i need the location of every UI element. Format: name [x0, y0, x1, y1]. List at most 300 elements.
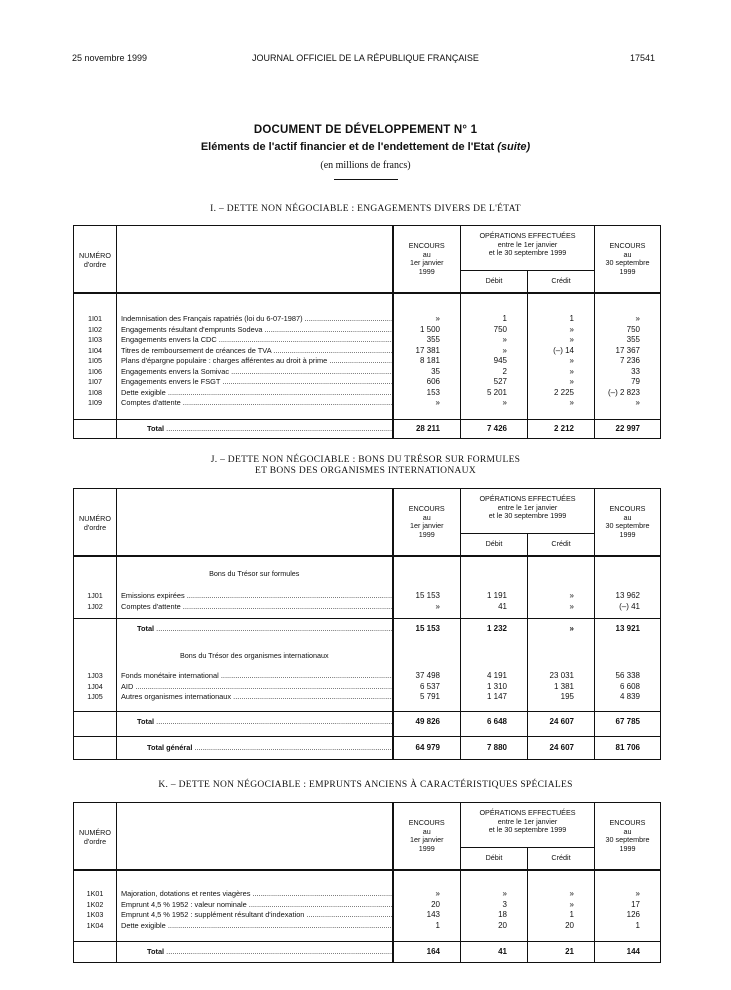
spacer-cell — [528, 581, 595, 591]
row-encours-start: 8 181 — [393, 356, 461, 367]
row-label — [117, 736, 393, 759]
row-label-text: Total ..... — [147, 947, 393, 956]
row-credit: » — [528, 356, 595, 367]
row-label — [117, 346, 393, 357]
row-number: 1I02 — [74, 325, 117, 336]
table-row — [74, 900, 661, 911]
row-number — [74, 942, 117, 963]
row-credit: 2 212 — [528, 419, 595, 438]
row-label-text: Emprunt 4,5 % 1952 : supplément résultant d'indexation ..... — [121, 910, 393, 919]
row-encours-start: 5 791 — [393, 692, 461, 703]
spacer-row — [74, 870, 661, 889]
row-label — [117, 591, 393, 602]
spacer-cell — [595, 556, 661, 567]
row-credit: » — [528, 325, 595, 336]
row-number: 1K01 — [74, 889, 117, 900]
total-row — [74, 419, 661, 438]
header-ops-3: et le 30 septembre 1999 — [488, 511, 567, 520]
section-i-table — [73, 225, 661, 439]
header-row — [74, 803, 661, 848]
row-credit: (–) 14 — [528, 346, 595, 357]
spacer-cell — [528, 663, 595, 671]
row-encours-start: 20 — [393, 900, 461, 911]
row-label-text: Plans d'épargne populaire : charges afférentes au droit à prime ..... — [121, 356, 393, 365]
row-credit: 23 031 — [528, 671, 595, 682]
row-debit: 1 310 — [461, 682, 528, 693]
spacer-cell — [393, 931, 461, 942]
header-credit: Crédit — [528, 534, 595, 557]
row-label-text: Emprunt 4,5 % 1952 : valeur nominale ..... — [121, 900, 393, 909]
header-journal-title: JOURNAL OFFICIEL DE LA RÉPUBLIQUE FRANÇAISE — [252, 53, 479, 63]
row-number: 1I01 — [74, 314, 117, 325]
spacer-cell — [595, 639, 661, 649]
row-number: 1K02 — [74, 900, 117, 911]
table-row — [74, 889, 661, 900]
header-ops-1: OPÉRATIONS EFFECTUÉES — [479, 808, 576, 817]
header-date: 25 novembre 1999 — [72, 53, 148, 63]
spacer-cell — [393, 556, 461, 567]
row-credit: » — [528, 591, 595, 602]
section-j-table — [73, 488, 661, 760]
spacer-cell — [393, 639, 461, 649]
row-credit: » — [528, 889, 595, 900]
row-encours-end: 126 — [626, 910, 640, 919]
row-encours-start: » — [393, 398, 461, 409]
table-row — [74, 398, 661, 409]
row-label-text: Engagements envers la Somivac ..... — [121, 367, 393, 376]
spacer-cell — [595, 293, 661, 314]
header-encours-end — [595, 226, 661, 294]
header-encours-start — [393, 489, 461, 557]
row-encours-end: 67 785 — [595, 711, 661, 732]
row-label-text: Total ..... — [137, 717, 393, 726]
header-ordre: d'ordre — [83, 836, 107, 846]
row-label-text: Engagements résultant d'emprunts Sodeva ..... — [121, 325, 393, 334]
row-label — [117, 377, 393, 388]
row-encours-end: 355 — [626, 335, 640, 344]
spacer-cell — [595, 931, 661, 942]
document-subtitle: Eléments de l'actif financier et de l'endettement de l'Etat (suite) — [200, 141, 531, 153]
header-operations — [461, 803, 595, 848]
row-debit: 6 648 — [461, 711, 528, 732]
table-row — [74, 671, 661, 682]
row-label-text: Comptes d'attente ..... — [121, 602, 393, 611]
row-encours-end: 79 — [631, 377, 640, 386]
table-row — [74, 335, 661, 346]
header-encours-end: ENCOURS — [609, 504, 646, 513]
spacer-cell — [74, 931, 117, 942]
header-encours-end-3: 30 septembre — [605, 258, 650, 267]
section-k-table — [73, 802, 661, 963]
spacer-cell — [117, 663, 393, 671]
total-row — [74, 942, 661, 963]
spacer-cell — [393, 663, 461, 671]
header-numero: NUMÉRO — [79, 251, 111, 260]
row-credit: 1 381 — [528, 682, 595, 693]
section-k-title: K. – DETTE NON NÉGOCIABLE : EMPRUNTS ANCIENS À CARACTÉRISTIQUES SPÉCIALES — [158, 780, 573, 790]
row-label-text: Fonds monétaire international ..... — [121, 671, 393, 680]
row-credit: 20 — [528, 921, 595, 932]
spacer-cell — [117, 703, 393, 712]
row-number: 1I06 — [74, 367, 117, 378]
spacer-cell — [595, 581, 661, 591]
spacer-cell — [74, 409, 117, 420]
header-encours-end-4: 1999 — [619, 529, 636, 539]
header-encours-start-2: au — [422, 249, 431, 259]
spacer-row — [74, 931, 661, 942]
row-debit: 41 — [461, 602, 528, 613]
header-encours-start — [393, 803, 461, 871]
row-debit: 3 — [461, 900, 528, 911]
spacer-cell — [117, 639, 393, 649]
row-number: 1K03 — [74, 910, 117, 921]
row-credit: 21 — [528, 942, 595, 963]
spacer-cell — [528, 649, 595, 663]
row-label — [117, 711, 393, 732]
row-number: 1I08 — [74, 388, 117, 399]
spacer-cell — [393, 409, 461, 420]
row-encours-start: 64 979 — [393, 736, 461, 759]
header-debit: Débit — [461, 534, 528, 557]
row-label — [117, 942, 393, 963]
row-encours-start: 49 826 — [393, 711, 461, 732]
table-row — [74, 367, 661, 378]
row-encours-end: 4 839 — [619, 692, 640, 701]
header-ops-2: entre le 1er janvier — [497, 239, 558, 249]
row-encours-end: 22 997 — [595, 419, 661, 438]
row-label-text: Comptes d'attente ..... — [121, 398, 393, 407]
row-label-text: Dette exigible ..... — [121, 921, 393, 930]
row-encours-end: 56 338 — [615, 671, 640, 680]
spacer-cell — [461, 567, 528, 581]
spacer-cell — [528, 870, 595, 889]
row-number — [74, 419, 117, 438]
row-label-text: AID ..... — [121, 682, 393, 691]
spacer-cell — [393, 567, 461, 581]
header-row — [74, 489, 661, 534]
spacer-cell — [393, 703, 461, 712]
table-row — [74, 346, 661, 357]
row-encours-end: 13 921 — [595, 619, 661, 640]
header-ops-1: OPÉRATIONS EFFECTUÉES — [479, 494, 576, 503]
row-encours-start: » — [393, 889, 461, 900]
spacer-cell — [117, 409, 393, 420]
spacer-cell — [461, 663, 528, 671]
row-debit: » — [461, 335, 528, 346]
header-page-number: 17541 — [630, 53, 656, 63]
table-row — [74, 377, 661, 388]
spacer-cell — [528, 556, 595, 567]
row-encours-start: » — [393, 602, 461, 613]
spacer-cell — [74, 567, 117, 581]
row-encours-end: (–) 2 823 — [607, 387, 640, 397]
row-label — [117, 335, 393, 346]
header-encours-start-4: 1999 — [418, 843, 435, 853]
row-encours-end: 33 — [631, 366, 640, 376]
spacer-cell — [393, 649, 461, 663]
spacer-row — [74, 293, 661, 314]
header-encours-start-3: 1er janvier — [409, 258, 444, 267]
header-encours-start: ENCOURS — [408, 818, 445, 827]
row-label — [117, 900, 393, 911]
spacer-cell — [461, 581, 528, 591]
spacer-cell — [461, 556, 528, 567]
spacer-cell — [74, 556, 117, 567]
row-encours-start: 37 498 — [393, 671, 461, 682]
header-debit: Débit — [461, 271, 528, 294]
header-numero-cell — [74, 489, 117, 557]
row-encours-end: (–) 41 — [619, 601, 640, 611]
title-rule — [334, 179, 398, 180]
row-label-text: Total ..... — [147, 424, 393, 433]
spacer-cell — [461, 409, 528, 420]
row-number: 1J05 — [74, 692, 117, 703]
section-i-body — [74, 226, 661, 439]
row-debit: 527 — [461, 377, 528, 388]
header-encours-end-3: 30 septembre — [605, 521, 650, 530]
row-debit: 5 201 — [461, 388, 528, 399]
row-debit: 18 — [461, 910, 528, 921]
spacer-row — [74, 663, 661, 671]
table-row — [74, 388, 661, 399]
row-number — [74, 619, 117, 640]
row-credit: 24 607 — [528, 736, 595, 759]
row-encours-start: 28 211 — [393, 419, 461, 438]
header-ops-1: OPÉRATIONS EFFECTUÉES — [479, 231, 576, 240]
header-ops-2: entre le 1er janvier — [497, 502, 558, 512]
row-encours-start: 6 537 — [393, 682, 461, 693]
header-encours-end-4: 1999 — [619, 266, 636, 276]
spacer-cell — [74, 663, 117, 671]
section-j-body — [74, 489, 661, 760]
row-label-text: Engagements envers la CDC ..... — [121, 335, 393, 344]
row-label — [117, 921, 393, 932]
header-debit: Débit — [461, 848, 528, 871]
row-encours-start: 1 500 — [393, 325, 461, 336]
spacer-cell — [595, 649, 661, 663]
header-encours-end-2: au — [623, 249, 632, 259]
section-j-title: J. – DETTE NON NÉGOCIABLE : BONS DU TRÉSOR SUR FORMULES ET BONS DES ORGANISMES INTERNATIONAUX — [210, 455, 521, 476]
table-row — [74, 356, 661, 367]
spacer-cell — [528, 567, 595, 581]
row-debit: » — [461, 346, 528, 357]
row-label — [117, 388, 393, 399]
section-i-title: I. – DETTE NON NÉGOCIABLE : ENGAGEMENTS DIVERS DE L'ÉTAT — [210, 204, 521, 214]
table-row — [74, 921, 661, 932]
header-label-cell — [117, 226, 393, 294]
spacer-cell — [461, 703, 528, 712]
row-encours-start: 15 153 — [393, 591, 461, 602]
header-numero: NUMÉRO — [79, 514, 111, 523]
spacer-cell — [393, 870, 461, 889]
table-row — [74, 602, 661, 613]
spacer-cell — [74, 293, 117, 314]
header-encours-end: ENCOURS — [609, 241, 646, 250]
row-encours-end: 17 — [631, 899, 640, 909]
header-encours-start: ENCOURS — [408, 241, 445, 250]
table-row — [74, 692, 661, 703]
group-heading-internationaux — [74, 649, 661, 663]
row-label — [117, 692, 393, 703]
row-debit: 7 426 — [461, 419, 528, 438]
row-encours-end: » — [635, 889, 640, 898]
row-label-text: Autres organismes internationaux ..... — [121, 692, 393, 701]
row-credit: 1 — [528, 314, 595, 325]
row-number: 1I03 — [74, 335, 117, 346]
row-debit: 750 — [461, 325, 528, 336]
grand-total-row — [74, 736, 661, 759]
spacer-cell — [595, 703, 661, 712]
row-credit: » — [528, 619, 595, 640]
row-credit: » — [528, 335, 595, 346]
spacer-cell — [528, 703, 595, 712]
spacer-cell — [461, 870, 528, 889]
row-label — [117, 602, 393, 613]
row-label — [117, 671, 393, 682]
document-unit: (en millions de francs) — [320, 160, 411, 171]
header-ordre: d'ordre — [83, 522, 107, 532]
spacer-cell — [595, 870, 661, 889]
row-number: 1J02 — [74, 602, 117, 613]
row-debit: 4 191 — [461, 671, 528, 682]
header-encours-start: ENCOURS — [408, 504, 445, 513]
row-debit: 945 — [461, 356, 528, 367]
spacer-cell — [74, 703, 117, 712]
row-encours-start: » — [393, 314, 461, 325]
row-number: 1I07 — [74, 377, 117, 388]
row-credit: 1 — [528, 910, 595, 921]
row-credit: 195 — [528, 692, 595, 703]
spacer-cell — [528, 293, 595, 314]
header-row — [74, 226, 661, 271]
row-encours-start: 143 — [393, 910, 461, 921]
row-label-text: Indemnisation des Français rapatriés (loi du 6-07-1987) ..... — [121, 314, 393, 323]
row-encours-end: 1 — [635, 920, 640, 930]
header-encours-end-2: au — [623, 512, 632, 522]
spacer-cell — [461, 649, 528, 663]
row-encours-end: 750 — [626, 324, 640, 334]
row-debit: 2 — [461, 367, 528, 378]
row-encours-start: 355 — [393, 335, 461, 346]
spacer-cell — [117, 870, 393, 889]
spacer-cell — [461, 293, 528, 314]
row-label — [117, 910, 393, 921]
row-label — [117, 398, 393, 409]
row-number: 1J01 — [74, 591, 117, 602]
row-number — [74, 711, 117, 732]
header-encours-end-4: 1999 — [619, 843, 636, 853]
table-row — [74, 910, 661, 921]
header-numero-cell — [74, 226, 117, 294]
group-title: Bons du Trésor des organismes internationaux — [117, 649, 393, 663]
row-encours-end: 6 608 — [619, 681, 640, 691]
row-label — [117, 682, 393, 693]
row-label — [117, 356, 393, 367]
spacer-cell — [595, 409, 661, 420]
table-row — [74, 591, 661, 602]
spacer-cell — [528, 639, 595, 649]
header-encours-end: ENCOURS — [609, 818, 646, 827]
spacer-cell — [528, 409, 595, 420]
row-encours-end: 13 962 — [615, 591, 640, 600]
row-label-text: Titres de remboursement de créances de TVA ..... — [121, 346, 393, 355]
row-label-text: Dette exigible ..... — [121, 388, 393, 397]
header-operations — [461, 226, 595, 271]
row-encours-start: 1 — [393, 921, 461, 932]
subtotal-row — [74, 619, 661, 640]
row-label — [117, 619, 393, 640]
row-debit: 1 147 — [461, 692, 528, 703]
row-debit: 41 — [461, 942, 528, 963]
table-row — [74, 682, 661, 693]
row-credit: » — [528, 398, 595, 409]
header-encours-end-2: au — [623, 826, 632, 836]
header-label-cell — [117, 489, 393, 557]
row-credit: » — [528, 377, 595, 388]
row-encours-start: 606 — [393, 377, 461, 388]
spacer-cell — [461, 639, 528, 649]
row-credit: » — [528, 602, 595, 613]
table-row — [74, 325, 661, 336]
spacer-cell — [528, 931, 595, 942]
spacer-row — [74, 639, 661, 649]
spacer-row — [74, 409, 661, 420]
header-encours-start-4: 1999 — [418, 266, 435, 276]
header-ops-3: et le 30 septembre 1999 — [488, 248, 567, 257]
spacer-cell — [595, 663, 661, 671]
row-debit: 1 232 — [461, 619, 528, 640]
row-debit: 1 — [461, 314, 528, 325]
section-k-body — [74, 803, 661, 963]
row-encours-start: 153 — [393, 388, 461, 399]
row-label-text: Majoration, dotations et rentes viagères ..... — [121, 889, 393, 898]
row-number: 1K04 — [74, 921, 117, 932]
row-credit: 24 607 — [528, 711, 595, 732]
row-debit: 20 — [461, 921, 528, 932]
spacer-cell — [393, 581, 461, 591]
row-credit: » — [528, 367, 595, 378]
row-encours-end: 7 236 — [619, 356, 640, 365]
spacer-cell — [117, 293, 393, 314]
header-encours-start-3: 1er janvier — [409, 521, 444, 530]
spacer-cell — [461, 931, 528, 942]
row-credit: 2 225 — [528, 388, 595, 399]
row-label — [117, 367, 393, 378]
header-ops-2: entre le 1er janvier — [497, 816, 558, 826]
header-encours-start-4: 1999 — [418, 529, 435, 539]
header-encours-start-2: au — [422, 512, 431, 522]
subtotal-row — [74, 711, 661, 732]
header-operations — [461, 489, 595, 534]
row-label-text: Total ..... — [137, 624, 393, 633]
group-heading-formules — [74, 567, 661, 581]
row-credit: » — [528, 900, 595, 911]
row-number: 1I09 — [74, 398, 117, 409]
header-numero-cell — [74, 803, 117, 871]
row-number: 1I05 — [74, 356, 117, 367]
header-numero: NUMÉRO — [79, 828, 111, 837]
row-label-text: Total général ..... — [147, 743, 393, 752]
header-encours-start-3: 1er janvier — [409, 835, 444, 844]
header-credit: Crédit — [528, 271, 595, 294]
row-label — [117, 889, 393, 900]
group-title: Bons du Trésor sur formules — [117, 567, 393, 581]
header-encours-end-3: 30 septembre — [605, 835, 650, 844]
row-encours-end: 144 — [595, 942, 661, 963]
spacer-cell — [117, 556, 393, 567]
header-label-cell — [117, 803, 393, 871]
row-number — [74, 736, 117, 759]
